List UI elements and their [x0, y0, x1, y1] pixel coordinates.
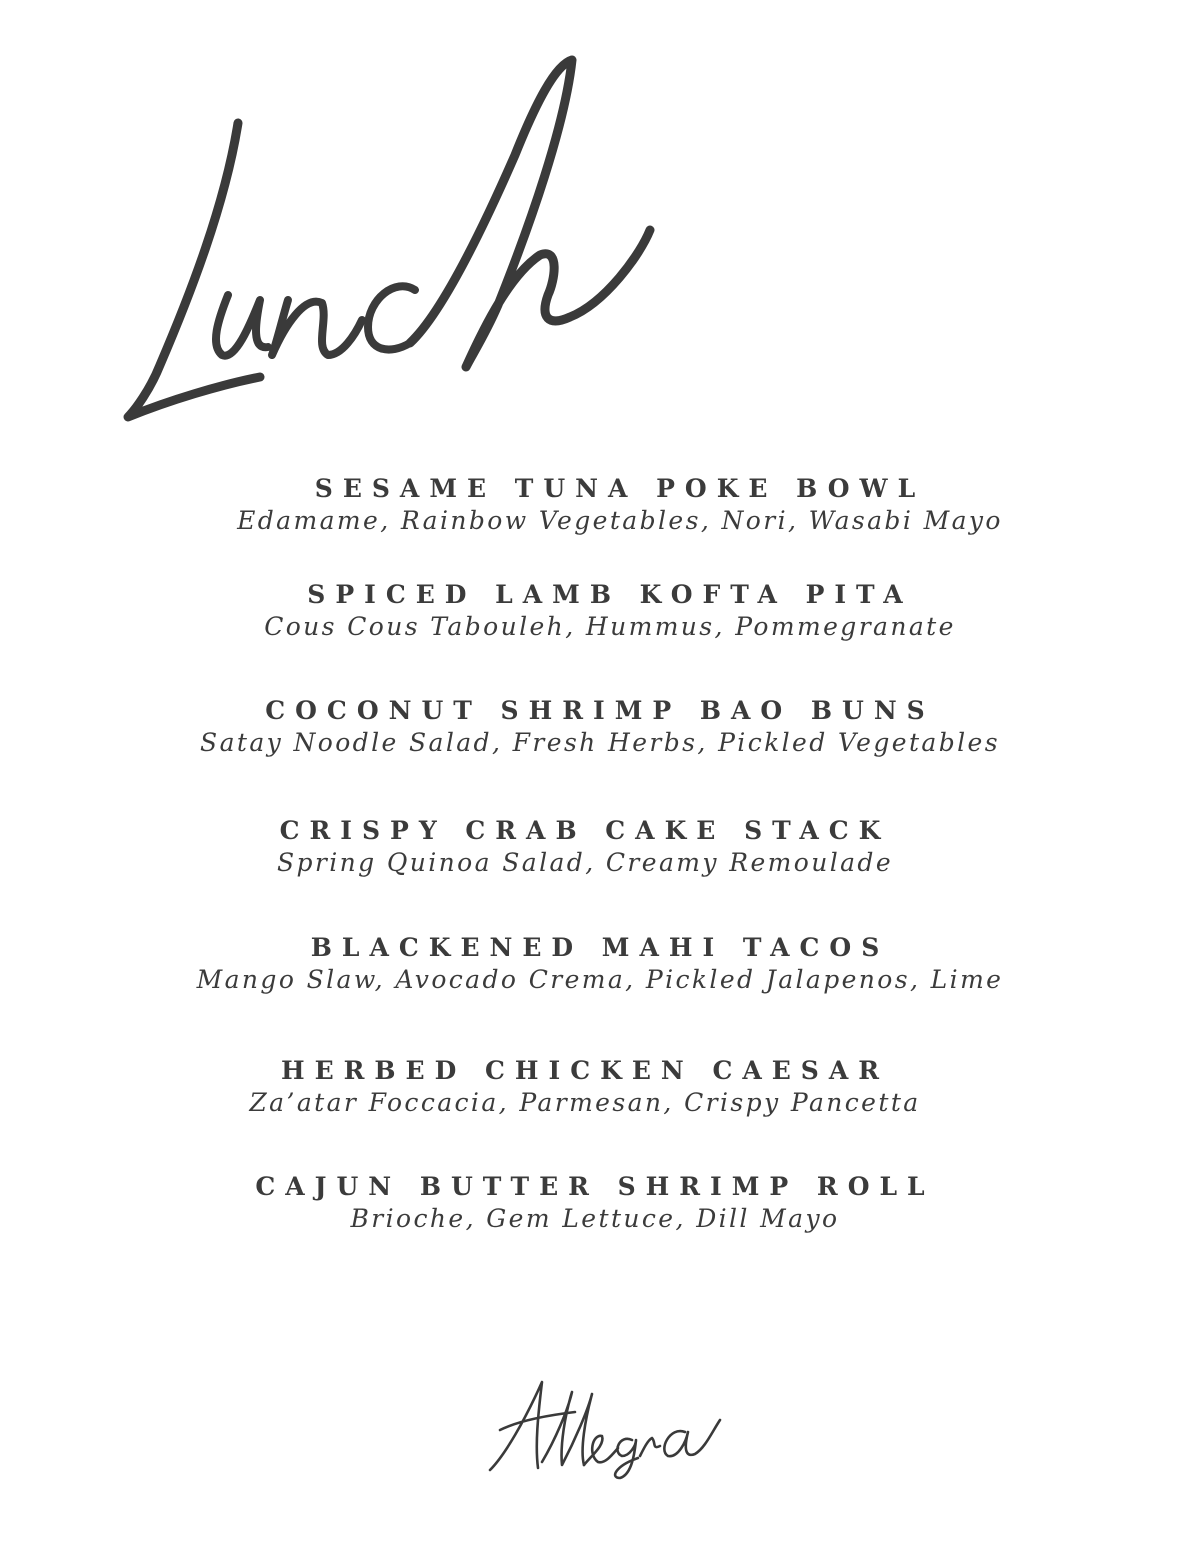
- dish-description: Za’atar Foccacia, Parmesan, Crispy Pancetta: [249, 1088, 921, 1117]
- menu-item: [135, 1172, 1055, 1233]
- menu-item: [125, 816, 1045, 877]
- menu-item: [125, 1056, 1045, 1117]
- menu-item: [140, 696, 1060, 757]
- dish-description: Mango Slaw, Avocado Crema, Pickled Jalapenos, Lime: [196, 965, 1004, 994]
- dish-name: BLACKENED MAHI TACOS: [310, 933, 890, 962]
- dish-name: SPICED LAMB KOFTA PITA: [307, 580, 913, 609]
- dish-name: CAJUN BUTTER SHRIMP ROLL: [255, 1172, 935, 1201]
- dish-description: Brioche, Gem Lettuce, Dill Mayo: [350, 1204, 840, 1233]
- dish-name: COCONUT SHRIMP BAO BUNS: [265, 696, 935, 725]
- dish-name: SESAME TUNA POKE BOWL: [314, 474, 926, 503]
- dish-description: Satay Noodle Salad, Fresh Herbs, Pickled Vegetables: [200, 728, 1000, 757]
- menu-item: [160, 474, 1080, 535]
- dish-description: Spring Quinoa Salad, Creamy Remoulade: [276, 848, 894, 877]
- dish-description: Edamame, Rainbow Vegetables, Nori, Wasabi Mayo: [237, 506, 1003, 535]
- dish-name: HERBED CHICKEN CAESAR: [280, 1056, 890, 1085]
- dish-name: CRISPY CRAB CAKE STACK: [279, 816, 891, 845]
- menu-item: [140, 933, 1060, 994]
- menu-item: [150, 580, 1070, 641]
- dish-description: Cous Cous Tabouleh, Hummus, Pommegranate: [264, 612, 956, 641]
- allegra-signature: [480, 1370, 730, 1480]
